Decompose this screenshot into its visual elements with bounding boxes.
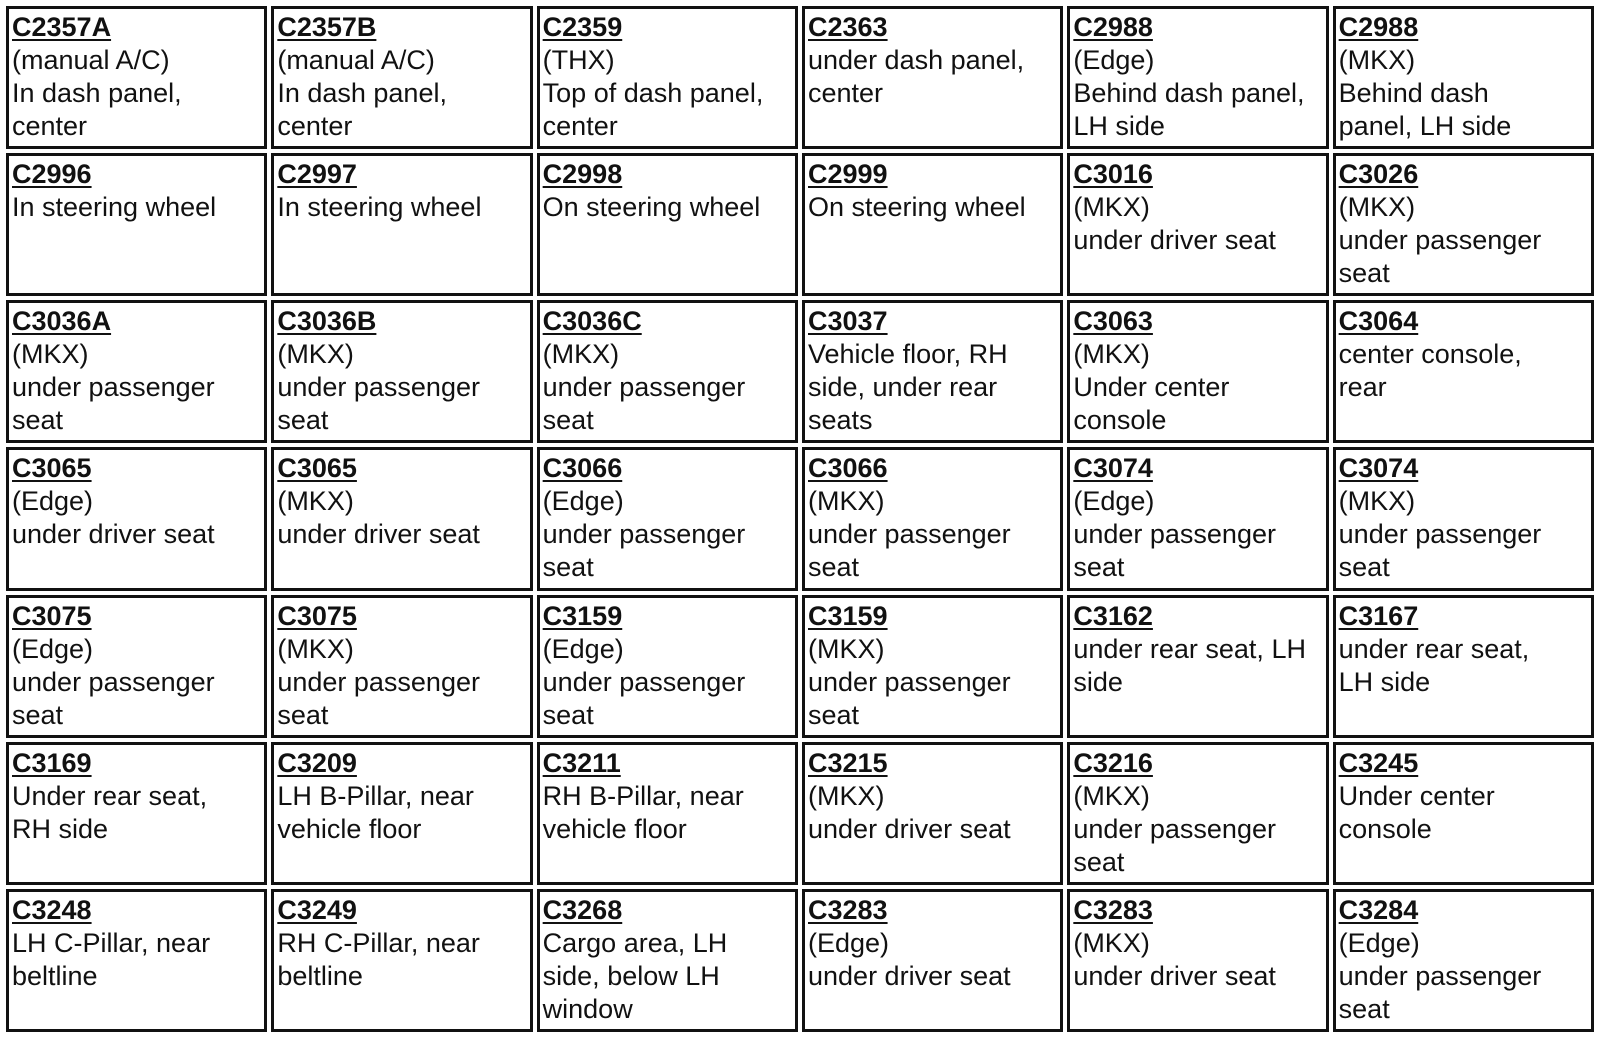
connector-code: C3268 [542,894,623,925]
table-cell [6,300,267,443]
table-cell [271,889,532,1032]
connector-code: C3283 [808,894,888,925]
connector-location: (Edge) under passenger seat [1338,927,1542,1024]
connector-code: C3066 [542,453,623,484]
connector-code: C3063 [1073,306,1153,337]
table-cell [271,6,532,149]
table-cell [271,300,532,443]
connector-location: (Edge) Behind dash panel, LH side [1073,45,1305,141]
table-cell [1333,153,1594,296]
connector-code: C2988 [1073,12,1153,42]
connector-location: (THX) Top of dash panel, center [542,45,764,141]
connector-location: On steering wheel [808,192,1026,223]
connector-code: C3016 [1073,159,1153,190]
connector-location: under rear seat, LH side [1073,633,1306,697]
table-cell [6,153,267,296]
connector-code: C3159 [542,600,623,631]
connector-location: (Edge) under passenger seat [542,486,746,583]
connector-code: C3036A [12,306,112,337]
connector-location: (Edge) under passenger seat [1073,486,1276,583]
connector-code: C3159 [808,600,888,631]
connector-location: under rear seat, LH side [1338,633,1530,697]
table-cell [802,447,1063,590]
table-cell [537,300,798,443]
connector-location: (Edge) under driver seat [808,927,1011,991]
table-cell [537,447,798,590]
table-cell [271,153,532,296]
connector-location: LH C-Pillar, near beltline [12,927,211,991]
connector-code: C3245 [1338,747,1419,778]
connector-code: C3249 [277,894,357,925]
connector-code: C3216 [1073,747,1153,778]
connector-code: C3064 [1338,306,1419,337]
table-cell [802,6,1063,149]
table-cell [802,742,1063,885]
connector-location: (MKX) under driver seat [1073,927,1276,991]
table-cell [537,153,798,296]
table-cell [6,595,267,738]
table-cell [537,6,798,149]
table-cell [6,889,267,1032]
connector-code: C3284 [1338,894,1419,925]
connector-code: C3074 [1073,453,1153,484]
connector-location: On steering wheel [542,192,761,223]
connector-location: RH C-Pillar, near beltline [277,927,480,991]
connector-code: C3248 [12,894,92,925]
connector-code: C2357B [277,12,377,42]
table-cell [6,6,267,149]
connector-location: (Edge) under driver seat [12,486,215,550]
table-cell [1067,595,1328,738]
connector-code: C3215 [808,747,888,778]
connector-code: C3075 [12,600,92,631]
table-cell [1333,300,1594,443]
table-cell [1333,447,1594,590]
connector-code: C2999 [808,159,888,190]
table-cell [802,300,1063,443]
connector-code: C3065 [277,453,357,484]
table-cell [1067,742,1328,885]
connector-location: RH B-Pillar, near vehicle floor [542,780,744,844]
connector-code: C3167 [1338,600,1419,631]
connector-location: (MKX) under driver seat [1073,192,1276,256]
connector-location: (MKX) Behind dash panel, LH side [1338,45,1512,141]
connector-code: C3026 [1338,159,1419,190]
connector-code: C3075 [277,600,357,631]
connector-location: (manual A/C) In dash panel, center [12,45,182,141]
connector-location: Vehicle floor, RH side, under rear seats [808,339,1008,436]
connector-location: under dash panel, center [808,45,1025,108]
connector-code: C3036C [542,306,642,337]
table-cell [271,447,532,590]
table-cell [537,595,798,738]
connector-code: C2988 [1338,12,1419,42]
connector-code: C3169 [12,747,92,778]
connector-code: C3283 [1073,894,1153,925]
connector-code: C2363 [808,12,888,42]
connector-location: Under center console [1338,780,1495,844]
connector-location: (MKX) under passenger seat [1338,192,1542,289]
connector-location: Cargo area, LH side, below LH window [542,927,728,1024]
table-cell [271,742,532,885]
connector-location: (Edge) under passenger seat [12,633,215,730]
table-cell [802,153,1063,296]
connector-code: C2998 [542,159,623,190]
connector-code: C3211 [542,747,621,778]
connector-location: (MKX) under passenger seat [1073,780,1276,877]
table-cell [1067,6,1328,149]
table-cell [6,447,267,590]
connector-location: In steering wheel [12,192,217,223]
table-cell [1067,889,1328,1032]
table-cell [537,889,798,1032]
connector-location: In steering wheel [277,192,482,223]
connector-code: C3065 [12,453,92,484]
connector-location: (Edge) under passenger seat [542,633,746,730]
connector-location: Under rear seat, RH side [12,780,208,844]
table-cell [1333,742,1594,885]
connector-code: C2357A [12,12,112,42]
table-cell [271,595,532,738]
connector-code: C3066 [808,453,888,484]
connector-location: (MKX) under driver seat [808,780,1011,844]
connector-location: (MKX) under passenger seat [277,633,480,730]
connector-location: (MKX) under passenger seat [277,339,480,436]
connector-code: C3037 [808,306,888,337]
table-cell [1067,447,1328,590]
table-cell [6,742,267,885]
connector-location: (MKX) under passenger seat [808,633,1011,730]
connector-location: (MKX) under driver seat [277,486,480,550]
table-cell [537,742,798,885]
connector-location: center console, rear [1338,339,1522,403]
connector-location: (MKX) under passenger seat [1338,486,1542,583]
connector-code: C3162 [1073,600,1153,631]
connector-location: (manual A/C) In dash panel, center [277,45,447,141]
connector-code: C2359 [542,12,623,42]
table-cell [802,595,1063,738]
table-cell [802,889,1063,1032]
connector-location: (MKX) under passenger seat [808,486,1011,583]
connector-code: C2997 [277,159,357,190]
connector-location: (MKX) under passenger seat [542,339,746,436]
connector-code: C3036B [277,306,377,337]
connector-location: LH B-Pillar, near vehicle floor [277,780,474,844]
table-cell [1333,6,1594,149]
connector-code: C3209 [277,747,357,778]
table-cell [1067,300,1328,443]
connector-location-table [6,6,1594,1032]
connector-code: C3074 [1338,453,1419,484]
connector-code: C2996 [12,159,92,190]
connector-location: (MKX) under passenger seat [12,339,215,436]
connector-location: (MKX) Under center console [1073,339,1230,436]
table-cell [1067,153,1328,296]
table-cell [1333,889,1594,1032]
table-cell [1333,595,1594,738]
